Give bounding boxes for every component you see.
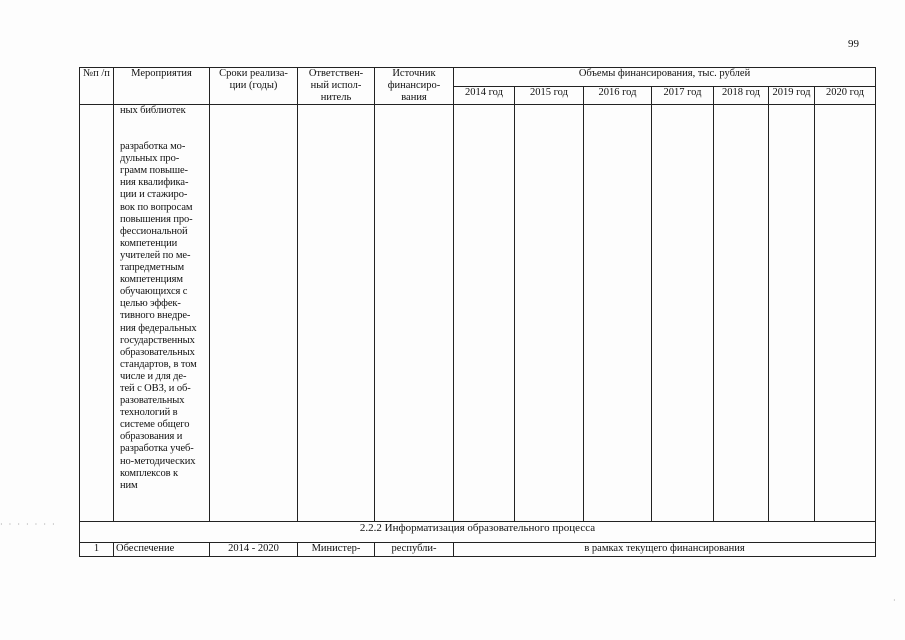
row1-funding: в рамках текущего финансирования bbox=[454, 543, 876, 557]
header-row bbox=[80, 68, 876, 87]
header-num: №п /п bbox=[80, 68, 114, 105]
table-row bbox=[80, 543, 876, 557]
activity-line: ции и стажиро- bbox=[120, 189, 188, 201]
cell-2018 bbox=[714, 105, 769, 522]
activities-table bbox=[79, 67, 876, 557]
activity-line: повышения про- bbox=[120, 213, 193, 225]
activity-line: ним bbox=[120, 479, 138, 491]
cell-2020 bbox=[815, 105, 876, 522]
header-activity: Мероприятия bbox=[114, 68, 210, 105]
activity-line: целью эффек- bbox=[120, 298, 181, 310]
header-year-2020: 2020 год bbox=[815, 86, 876, 105]
section-row bbox=[80, 522, 876, 543]
activity-line: образования и bbox=[120, 431, 183, 443]
header-year-2014: 2014 год bbox=[454, 86, 515, 105]
continuation-row bbox=[80, 105, 876, 522]
activity-line: обучающихся с bbox=[120, 286, 188, 298]
row1-period: 2014 - 2020 bbox=[210, 543, 298, 557]
activity-line: государственных bbox=[120, 334, 195, 346]
activity-line: тивного внедре- bbox=[120, 310, 191, 322]
header-funding-group: Объемы финансирования, тыс. рублей bbox=[454, 68, 876, 87]
activity-line: фессиональной bbox=[120, 225, 188, 237]
activity-line: дульных про- bbox=[120, 153, 180, 165]
activity-line: вок по вопросам bbox=[120, 201, 193, 213]
activity-line: грамм повыше- bbox=[120, 165, 188, 177]
row1-num: 1 bbox=[80, 543, 114, 557]
cell-2016 bbox=[584, 105, 652, 522]
cell-2019 bbox=[769, 105, 815, 522]
activity-line: системе общего bbox=[120, 419, 190, 431]
activity-line: разработка учеб- bbox=[120, 443, 194, 455]
activity-line: комплексов к bbox=[120, 467, 179, 479]
section-title: 2.2.2 Информатизация образовательного процесса bbox=[80, 522, 876, 543]
page-number: 99 bbox=[848, 38, 859, 50]
activity-line: тапредметным bbox=[120, 262, 184, 274]
activity-line: ния квалифика- bbox=[120, 177, 189, 189]
row1-source: республи- bbox=[375, 543, 454, 557]
row1-activity: Обеспечение bbox=[114, 543, 210, 557]
header-source: Источник финансиро-вания bbox=[375, 68, 454, 105]
cell-source bbox=[375, 105, 454, 522]
header-responsible: Ответствен-ный испол-нитель bbox=[298, 68, 375, 105]
scan-noise: · bbox=[893, 596, 898, 605]
activity-line: образовательных bbox=[120, 346, 195, 358]
header-year-2018: 2018 год bbox=[714, 86, 769, 105]
activity-line: разовательных bbox=[120, 395, 185, 407]
activity-line: стандартов, в том bbox=[120, 358, 197, 370]
header-year-2016: 2016 год bbox=[584, 86, 652, 105]
cell-num bbox=[80, 105, 114, 522]
activity-line: разработка мо- bbox=[120, 141, 186, 153]
activity-line: учителей по ме- bbox=[120, 249, 191, 261]
header-year-2017: 2017 год bbox=[652, 86, 714, 105]
cell-period bbox=[210, 105, 298, 522]
activity-line: компетенциям bbox=[120, 274, 183, 286]
row1-responsible: Министер- bbox=[298, 543, 375, 557]
activity-description bbox=[120, 141, 205, 492]
activity-line: ния федеральных bbox=[120, 322, 197, 334]
cell-2017 bbox=[652, 105, 714, 522]
header-period: Сроки реализа-ции (годы) bbox=[210, 68, 298, 105]
cell-2015 bbox=[515, 105, 584, 522]
header-year-2019: 2019 год bbox=[769, 86, 815, 105]
cell-activity-continuation bbox=[114, 105, 210, 522]
activity-line: числе и для де- bbox=[120, 370, 187, 382]
activity-line: технологий в bbox=[120, 407, 178, 419]
activity-line: тей с ОВЗ, и об- bbox=[120, 382, 191, 394]
activity-first-line: ных библиотек bbox=[120, 105, 186, 116]
scan-noise: · · · · · · · bbox=[0, 520, 57, 529]
activity-line: компетенции bbox=[120, 237, 178, 249]
activity-line: но-методических bbox=[120, 455, 196, 467]
header-year-2015: 2015 год bbox=[515, 86, 584, 105]
cell-2014 bbox=[454, 105, 515, 522]
cell-responsible bbox=[298, 105, 375, 522]
